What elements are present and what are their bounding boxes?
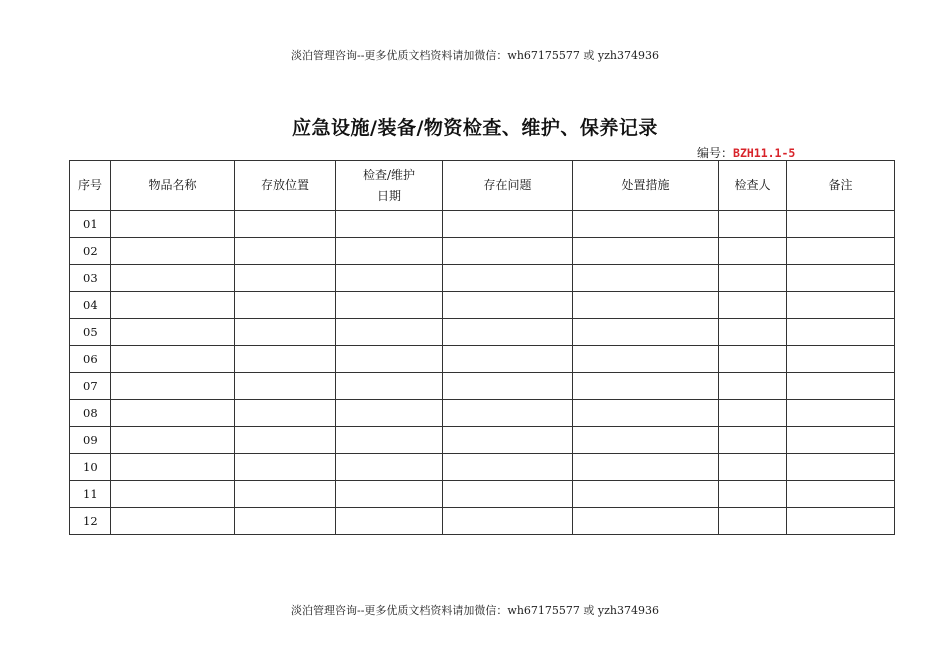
issues-cell[interactable] (443, 481, 573, 508)
issues-cell[interactable] (443, 265, 573, 292)
check-date-cell[interactable] (336, 319, 443, 346)
check-date-cell[interactable] (336, 211, 443, 238)
remarks-cell[interactable] (787, 292, 895, 319)
measures-cell[interactable] (573, 373, 719, 400)
table-header-row (70, 161, 895, 211)
document-code-label: 编号： (697, 146, 734, 160)
table-row (70, 211, 895, 238)
row-number-cell: 02 (70, 238, 111, 265)
measures-cell[interactable] (573, 481, 719, 508)
measures-cell[interactable] (573, 400, 719, 427)
check-date-cell[interactable] (336, 238, 443, 265)
location-cell[interactable] (235, 211, 336, 238)
row-number-cell: 12 (70, 508, 111, 535)
measures-cell[interactable] (573, 292, 719, 319)
remarks-cell[interactable] (787, 373, 895, 400)
remarks-cell[interactable] (787, 454, 895, 481)
remarks-cell[interactable] (787, 427, 895, 454)
row-number-cell: 06 (70, 346, 111, 373)
check-date-cell[interactable] (336, 508, 443, 535)
column-header-check-date-line2: 日期 (376, 188, 401, 203)
inspector-cell[interactable] (719, 211, 787, 238)
row-number-cell: 04 (70, 292, 111, 319)
row-number-cell: 09 (70, 427, 111, 454)
check-date-cell[interactable] (336, 481, 443, 508)
issues-cell[interactable] (443, 373, 573, 400)
item-name-cell[interactable] (111, 427, 235, 454)
item-name-cell[interactable] (111, 373, 235, 400)
issues-cell[interactable] (443, 427, 573, 454)
check-date-cell[interactable] (336, 265, 443, 292)
inspector-cell[interactable] (719, 319, 787, 346)
table-row (70, 373, 895, 400)
table-row (70, 454, 895, 481)
inspector-cell[interactable] (719, 481, 787, 508)
remarks-cell[interactable] (787, 481, 895, 508)
table-row (70, 238, 895, 265)
item-name-cell[interactable] (111, 346, 235, 373)
check-date-cell[interactable] (336, 373, 443, 400)
remarks-cell[interactable] (787, 400, 895, 427)
document-code (697, 144, 795, 161)
table-row (70, 481, 895, 508)
row-number-cell: 05 (70, 319, 111, 346)
remarks-cell[interactable] (787, 346, 895, 373)
column-header-check-date (336, 161, 443, 211)
row-number-cell: 07 (70, 373, 111, 400)
column-header-issues: 存在问题 (443, 161, 573, 211)
item-name-cell[interactable] (111, 265, 235, 292)
location-cell[interactable] (235, 238, 336, 265)
check-date-cell[interactable] (336, 292, 443, 319)
issues-cell[interactable] (443, 508, 573, 535)
header-note: 淡泊管理咨询--更多优质文档资料请加微信：wh67175577 或 yzh374936 (291, 49, 659, 62)
issues-cell[interactable] (443, 292, 573, 319)
table-row (70, 292, 895, 319)
column-header-location: 存放位置 (235, 161, 336, 211)
document-code-value: BZH11.1-5 (733, 146, 796, 160)
column-header-item-name: 物品名称 (111, 161, 235, 211)
location-cell[interactable] (235, 508, 336, 535)
check-date-cell[interactable] (336, 346, 443, 373)
check-date-cell[interactable] (336, 427, 443, 454)
table-row (70, 319, 895, 346)
location-cell[interactable] (235, 373, 336, 400)
issues-cell[interactable] (443, 454, 573, 481)
page-title: 应急设施/装备/物资检查、维护、保养记录 (292, 117, 658, 139)
inspector-cell[interactable] (719, 373, 787, 400)
column-header-seq: 序号 (70, 161, 111, 211)
inspector-cell[interactable] (719, 427, 787, 454)
measures-cell[interactable] (573, 427, 719, 454)
remarks-cell[interactable] (787, 319, 895, 346)
inspector-cell[interactable] (719, 292, 787, 319)
location-cell[interactable] (235, 319, 336, 346)
column-header-check-date-line1: 检查/维护 (362, 167, 416, 182)
measures-cell[interactable] (573, 508, 719, 535)
item-name-cell[interactable] (111, 238, 235, 265)
location-cell[interactable] (235, 427, 336, 454)
check-date-cell[interactable] (336, 400, 443, 427)
location-cell[interactable] (235, 292, 336, 319)
column-header-inspector: 检查人 (719, 161, 787, 211)
table-row (70, 400, 895, 427)
location-cell[interactable] (235, 346, 336, 373)
column-header-remarks: 备注 (787, 161, 895, 211)
row-number-cell: 08 (70, 400, 111, 427)
measures-cell[interactable] (573, 346, 719, 373)
table-row (70, 346, 895, 373)
measures-cell[interactable] (573, 454, 719, 481)
row-number-cell: 11 (70, 481, 111, 508)
issues-cell[interactable] (443, 211, 573, 238)
location-cell[interactable] (235, 265, 336, 292)
measures-cell[interactable] (573, 238, 719, 265)
issues-cell[interactable] (443, 346, 573, 373)
item-name-cell[interactable] (111, 211, 235, 238)
inspector-cell[interactable] (719, 346, 787, 373)
remarks-cell[interactable] (787, 508, 895, 535)
location-cell[interactable] (235, 481, 336, 508)
inspector-cell[interactable] (719, 265, 787, 292)
issues-cell[interactable] (443, 319, 573, 346)
item-name-cell[interactable] (111, 292, 235, 319)
item-name-cell[interactable] (111, 454, 235, 481)
row-number-cell: 01 (70, 211, 111, 238)
remarks-cell[interactable] (787, 265, 895, 292)
measures-cell[interactable] (573, 319, 719, 346)
issues-cell[interactable] (443, 400, 573, 427)
location-cell[interactable] (235, 400, 336, 427)
measures-cell[interactable] (573, 211, 719, 238)
check-date-cell[interactable] (336, 454, 443, 481)
measures-cell[interactable] (573, 265, 719, 292)
record-table (69, 160, 895, 535)
inspector-cell[interactable] (719, 454, 787, 481)
inspector-cell[interactable] (719, 508, 787, 535)
inspector-cell[interactable] (719, 400, 787, 427)
issues-cell[interactable] (443, 238, 573, 265)
row-number-cell: 03 (70, 265, 111, 292)
table-row (70, 427, 895, 454)
row-number-cell: 10 (70, 454, 111, 481)
remarks-cell[interactable] (787, 211, 895, 238)
column-header-measures: 处置措施 (573, 161, 719, 211)
item-name-cell[interactable] (111, 319, 235, 346)
item-name-cell[interactable] (111, 400, 235, 427)
table-row (70, 265, 895, 292)
inspector-cell[interactable] (719, 238, 787, 265)
remarks-cell[interactable] (787, 238, 895, 265)
footer-note: 淡泊管理咨询--更多优质文档资料请加微信：wh67175577 或 yzh374936 (291, 604, 659, 617)
location-cell[interactable] (235, 454, 336, 481)
item-name-cell[interactable] (111, 481, 235, 508)
item-name-cell[interactable] (111, 508, 235, 535)
table-row (70, 508, 895, 535)
